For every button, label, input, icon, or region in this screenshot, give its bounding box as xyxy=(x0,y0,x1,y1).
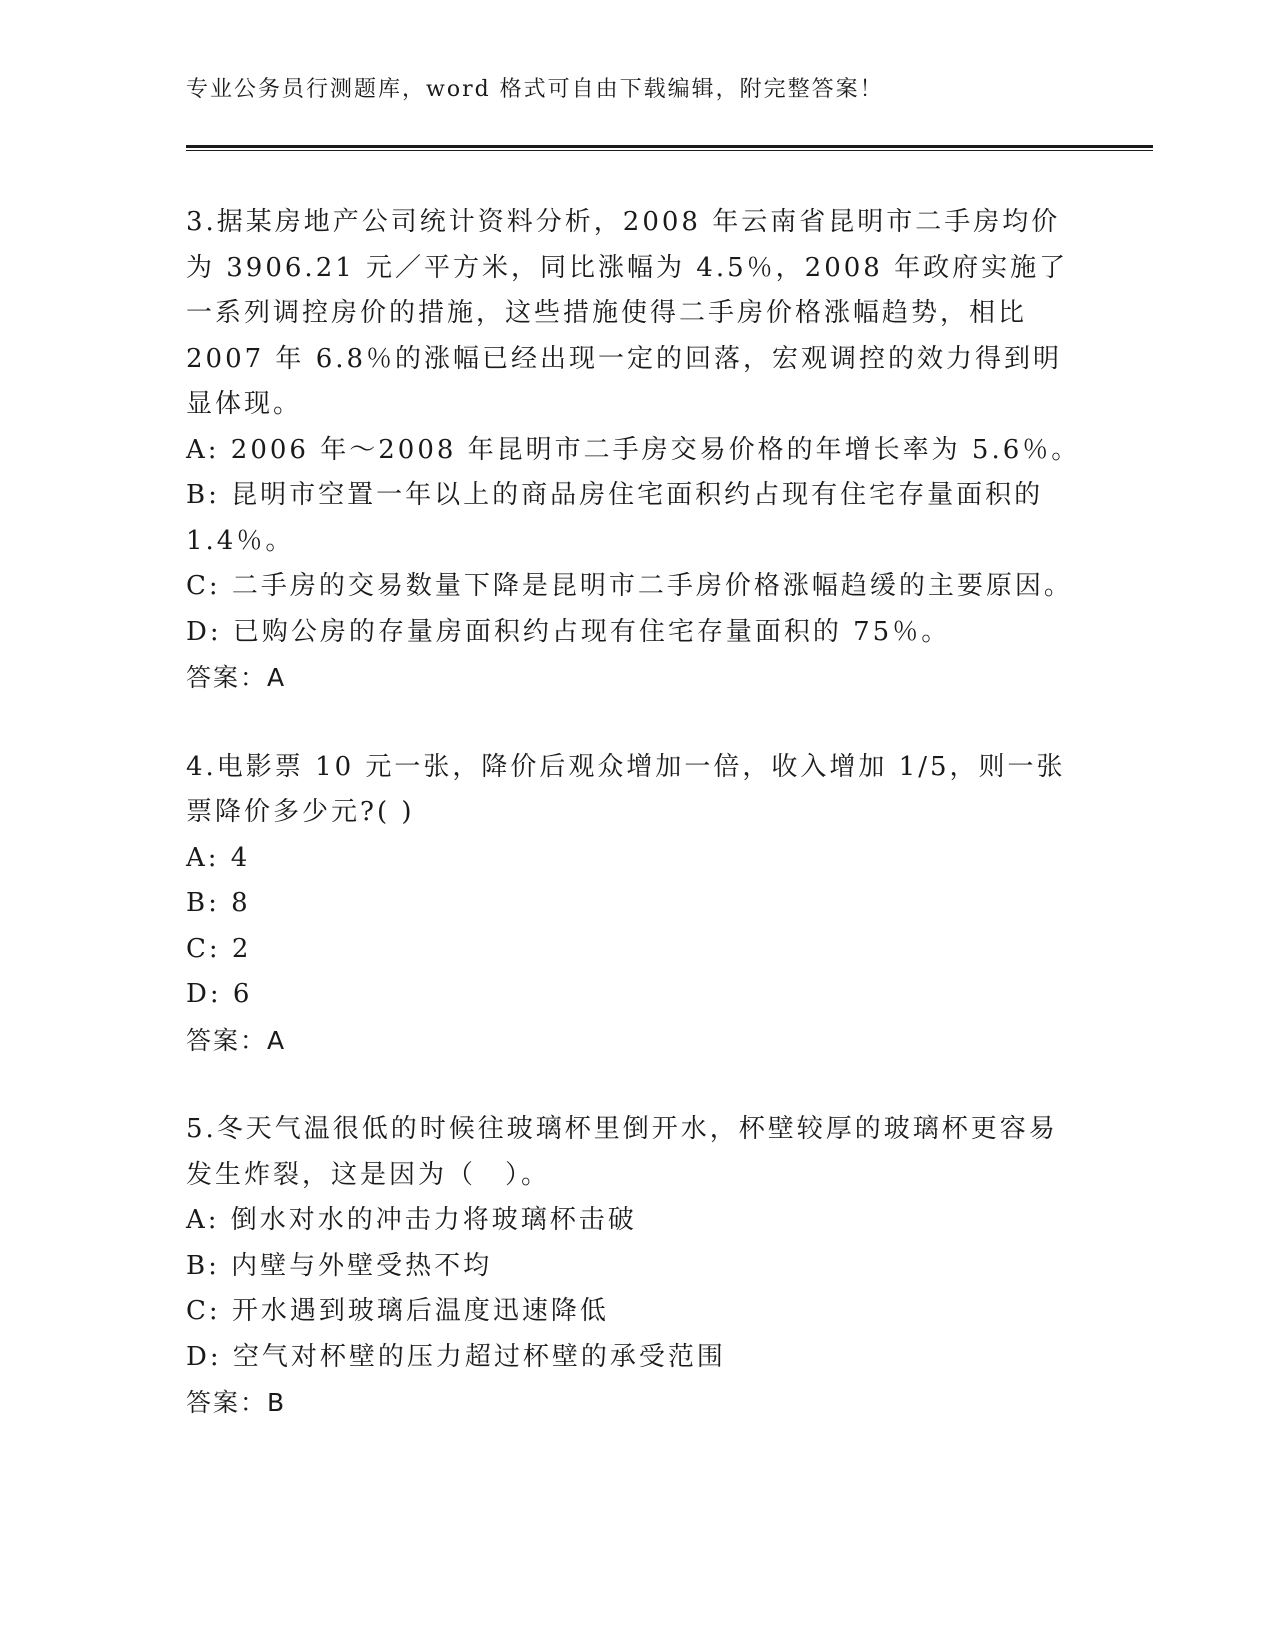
question-3 xyxy=(186,200,1086,701)
question-5 xyxy=(186,1107,1086,1426)
answer: 答案：A xyxy=(186,1025,287,1055)
option-a: A: 倒水对水的冲击力将玻璃杯击破 xyxy=(186,1205,637,1235)
question-stem: 3.据某房地产公司统计资料分析，2008 年云南省昆明市二手房均价为 3906.21 元／平方米，同比涨幅为 4.5％，2008 年政府实施了一系列调控房价的措施，这些措施使得二手房价格涨幅趋势，相比 2007 年 6.8％的涨幅已经出现一定的回落，宏观调控的效力得到明显体现。 xyxy=(186,207,1069,419)
question-list xyxy=(186,200,1086,1470)
option-a: A: 4 xyxy=(186,842,251,873)
question-stem: 4.电影票 10 元一张，降价后观众增加一倍，收入增加 1/5，则一张票降价多少元?( ) xyxy=(186,751,1066,827)
header-divider-thin xyxy=(186,150,1153,151)
option-b: B: 内壁与外壁受热不均 xyxy=(186,1250,493,1281)
answer: 答案：A xyxy=(186,663,287,692)
option-d: D: 6 xyxy=(186,979,253,1009)
option-b: B: 昆明市空置一年以上的商品房住宅面积约占现有住宅存量面积的 1.4％。 xyxy=(186,480,1044,556)
question-stem: 5.冬天气温很低的时候往玻璃杯里倒开水，杯壁较厚的玻璃杯更容易发生炸裂，这是因为（ ）。 xyxy=(186,1114,1058,1190)
option-c: C: 2 xyxy=(186,933,252,964)
answer: 答案：B xyxy=(186,1388,287,1417)
page-header: 专业公务员行测题库，word 格式可自由下载编辑，附完整答案！ xyxy=(186,77,884,102)
option-d: D: 空气对杯壁的压力超过杯壁的承受范围 xyxy=(186,1341,726,1372)
option-c: C: 二手房的交易数量下降是昆明市二手房价格涨幅趋缓的主要原因。 xyxy=(186,571,1073,601)
question-4 xyxy=(186,745,1086,1064)
option-c: C: 开水遇到玻璃后温度迅速降低 xyxy=(186,1296,609,1326)
option-a: A: 2006 年～2008 年昆明市二手房交易价格的年增长率为 5.6％。 xyxy=(186,434,1081,465)
header-divider-thick xyxy=(186,145,1153,148)
option-b: B: 8 xyxy=(186,888,251,918)
option-d: D: 已购公房的存量房面积约占现有住宅存量面积的 75％。 xyxy=(186,616,951,647)
